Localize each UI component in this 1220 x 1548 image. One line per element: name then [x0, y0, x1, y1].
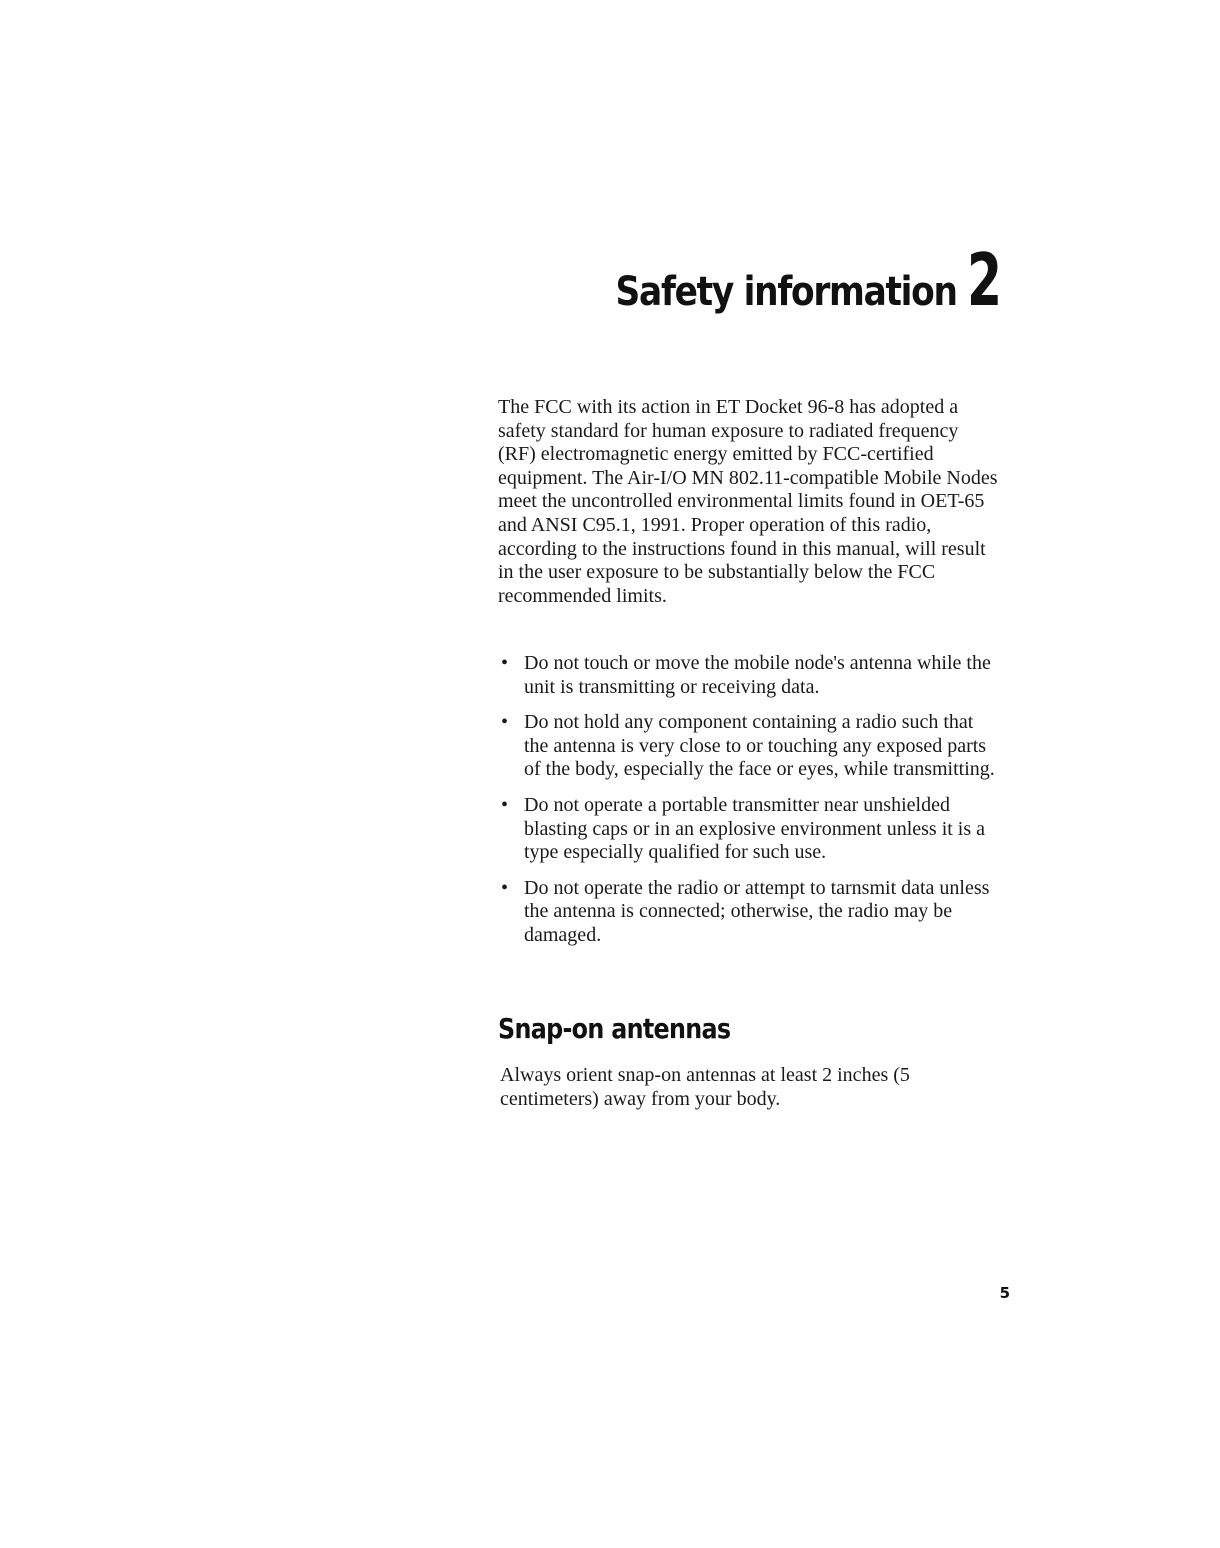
list-item	[498, 877, 998, 948]
intro-paragraph: The FCC with its action in ET Docket 96-8 has adopted a safety standard for human exposure to radiated frequency (RF) electromagnetic energy emitted by FCC-certified equipment. The Air-I/O MN 802.11-compatible Mobile Nodes meet the uncontrolled environmental limits found in OET-65 and ANSI C95.1, 1991. Proper operation of this radio, according to the instructions found in this manual, will result in the user exposure to be substantially below the FCC recommended limits.	[498, 396, 998, 607]
list-item-text: Do not touch or move the mobile node's antenna while the unit is transmitting or receiving data.	[524, 652, 991, 698]
list-item-text: Do not operate a portable transmitter near unshielded blasting caps or in an explosive environment unless it is a type especially qualified for such use.	[524, 793, 986, 864]
page-number: 5	[999, 1284, 1010, 1302]
chapter-heading	[560, 238, 1002, 338]
list-item-text: Do not hold any component containing a radio such that the antenna is very close to or touching any exposed parts of the body, especially the face or eyes, while transmitting.	[524, 711, 995, 781]
chapter-number: 2	[966, 238, 1002, 322]
bullet-icon: •	[501, 711, 509, 734]
list-item-text: Do not operate the radio or attempt to tarnsmit data unless the antenna is connected; otherwise, the radio may be damaged.	[524, 876, 990, 946]
list-item	[498, 711, 998, 782]
bullet-icon: •	[501, 793, 509, 816]
chapter-title: Safety information	[615, 269, 957, 315]
bullet-icon: •	[501, 876, 509, 899]
section-paragraph: Always orient snap-on antennas at least 2 inches (5 centimeters) away from your body.	[500, 1064, 910, 1110]
list-item	[498, 652, 998, 699]
section-heading: Snap-on antennas	[498, 1012, 731, 1045]
safety-bullet-list	[498, 652, 998, 960]
list-item	[498, 794, 998, 865]
bullet-icon: •	[501, 652, 509, 674]
